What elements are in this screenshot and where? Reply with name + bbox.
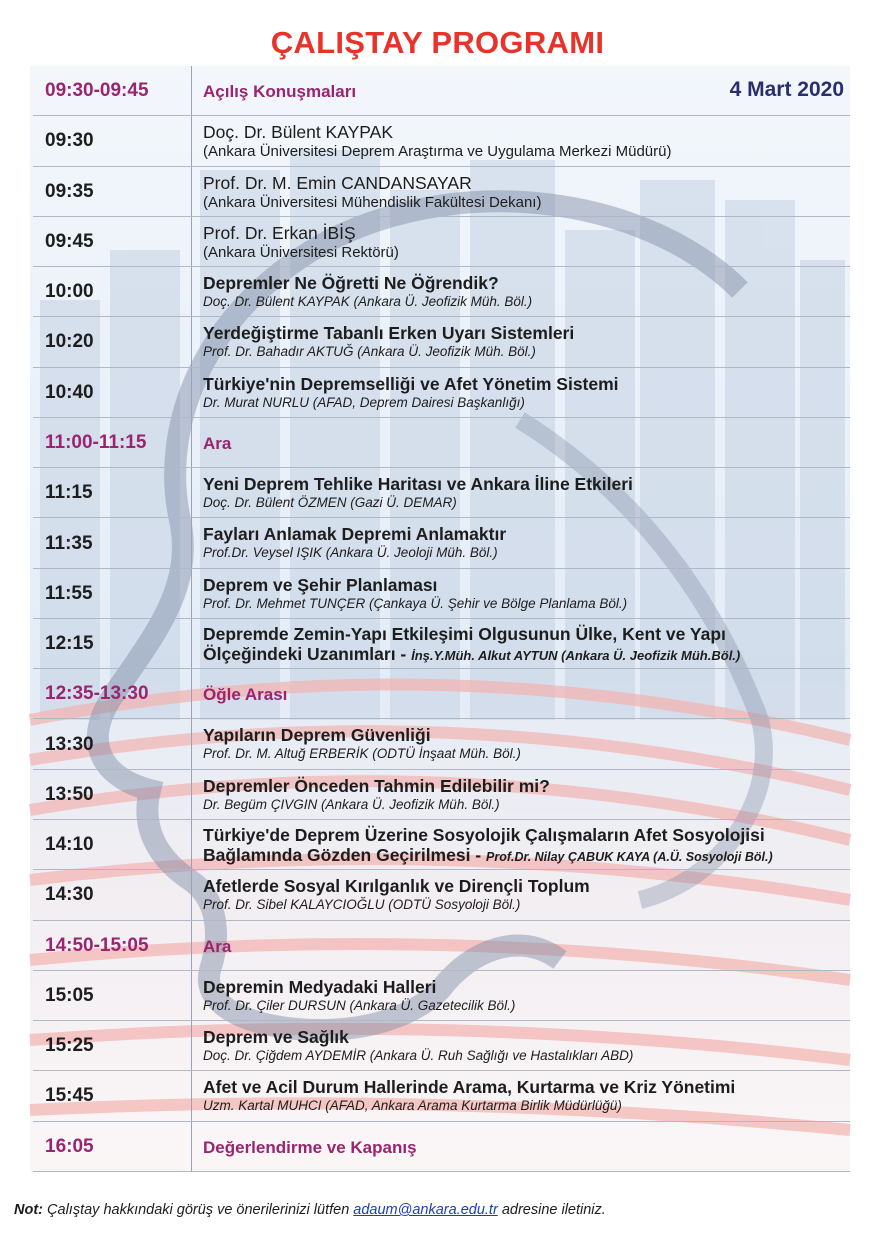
opening-speaker — [203, 173, 850, 212]
talk — [203, 825, 850, 866]
speaker-institution: (Ankara Üniversitesi Mühendislik Fakültesi Dekanı) — [203, 193, 542, 211]
talk-title: Fayları Anlamak Depremi Anlamaktır — [203, 524, 507, 545]
break-label-wrap — [203, 685, 850, 705]
schedule-row — [33, 167, 850, 217]
talk-speaker: Prof.Dr. Nilay ÇABUK KAYA (A.Ü. Sosyoloji Böl.) — [486, 849, 773, 864]
talk-speaker: Dr. Begüm ÇIVGIN (Ankara Ü. Jeofizik Müh. Böl.) — [203, 796, 500, 812]
talk — [203, 977, 850, 1014]
break-label-wrap — [203, 434, 850, 454]
time-slot: 11:15 — [45, 482, 93, 504]
schedule-break-row — [33, 66, 850, 116]
email-link[interactable]: adaum@ankara.edu.tr — [353, 1202, 498, 1218]
talk — [203, 1077, 850, 1114]
time-slot: 09:30 — [45, 130, 94, 152]
time-slot: 10:40 — [45, 381, 94, 403]
talk-title: Depremler Ne Öğretti Ne Öğrendik? — [203, 273, 499, 294]
talk-title-line2-text: Ölçeğindeki Uzanımları - — [203, 643, 407, 664]
talk — [203, 776, 850, 813]
talk — [203, 624, 850, 664]
talk-title: Türkiye'nin Depremselliği ve Afet Yönetim Sistemi — [203, 373, 619, 394]
schedule-row — [33, 1071, 850, 1121]
talk-title: Yerdeğiştirme Tabanlı Erken Uyarı Sistemleri — [203, 323, 575, 344]
footer-note — [14, 1202, 606, 1218]
talk-speaker: Doç. Dr. Çiğdem AYDEMİR (Ankara Ü. Ruh Sağlığı ve Hastalıkları ABD) — [203, 1048, 634, 1064]
note-text-before: Çalıştay hakkındaki görüş ve önerilerinizi lütfen — [47, 1202, 350, 1218]
break-label-wrap — [203, 937, 850, 957]
talk-speaker: Dr. Murat NURLU (AFAD, Deprem Dairesi Başkanlığı) — [203, 394, 525, 410]
time-slot: 15:45 — [45, 1085, 94, 1107]
talk-speaker: Prof. Dr. Mehmet TUNÇER (Çankaya Ü. Şehir ve Bölge Planlama Böl.) — [203, 595, 628, 611]
talk-title: Afetlerde Sosyal Kırılganlık ve Dirençli Toplum — [203, 876, 590, 897]
talk-title: Yeni Deprem Tehlike Haritası ve Ankara İline Etkileri — [203, 474, 633, 495]
schedule-row — [33, 870, 850, 920]
break-label: Ara — [203, 433, 232, 453]
talk — [203, 725, 850, 762]
time-slot: 13:30 — [45, 733, 94, 755]
talk-speaker: Prof.Dr. Veysel IŞIK (Ankara Ü. Jeoloji Müh. Böl.) — [203, 545, 498, 561]
talk-title: Depremler Önceden Tahmin Edilebilir mi? — [203, 775, 550, 796]
time-slot: 11:00-11:15 — [45, 431, 147, 453]
schedule-table — [33, 66, 850, 1172]
talk-speaker: Prof. Dr. Bahadır AKTUĞ (Ankara Ü. Jeofizik Müh. Böl.) — [203, 344, 536, 360]
page-title: ÇALIŞTAY PROGRAMI — [270, 25, 605, 60]
time-slot: 14:30 — [45, 884, 94, 906]
talk-speaker: Prof. Dr. Sibel KALAYCIOĞLU (ODTÜ Sosyoloji Böl.) — [203, 897, 521, 913]
schedule-row — [33, 317, 850, 367]
schedule-row — [33, 518, 850, 568]
talk — [203, 474, 850, 511]
schedule-row — [33, 267, 850, 317]
schedule-row — [33, 1021, 850, 1071]
note-label: Not: — [14, 1202, 43, 1218]
speaker-name: Prof. Dr. Erkan İBİŞ — [203, 222, 356, 243]
opening-speaker — [203, 223, 850, 262]
time-slot: 09:30-09:45 — [45, 80, 149, 102]
time-slot: 12:15 — [45, 633, 94, 655]
talk-speaker: Doç. Dr. Bülent ÖZMEN (Gazi Ü. DEMAR) — [203, 495, 457, 511]
time-slot: 14:10 — [45, 834, 94, 856]
schedule-row — [33, 569, 850, 619]
talk-title: Depremin Medyadaki Halleri — [203, 976, 437, 997]
schedule-row — [33, 468, 850, 518]
talk-title: Deprem ve Sağlık — [203, 1027, 349, 1048]
schedule-row — [33, 770, 850, 820]
schedule-row — [33, 719, 850, 769]
time-slot: 10:00 — [45, 281, 94, 303]
talk — [203, 575, 850, 612]
time-slot: 15:25 — [45, 1035, 94, 1057]
schedule-break-row — [33, 418, 850, 468]
time-slot: 15:05 — [45, 984, 94, 1006]
talk-title: Afet ve Acil Durum Hallerinde Arama, Kurtarma ve Kriz Yönetimi — [203, 1077, 736, 1098]
talk — [203, 1027, 850, 1064]
break-label: Öğle Arası — [203, 685, 288, 705]
talk-title-line2-text: Bağlamında Gözden Geçirilmesi - — [203, 844, 482, 865]
schedule-row — [33, 619, 850, 669]
talk-title-line2 — [203, 644, 850, 664]
time-slot: 12:35-13:30 — [45, 683, 149, 705]
talk — [203, 323, 850, 360]
talk-speaker: Uzm. Kartal MUHCI (AFAD, Ankara Arama Kurtarma Birlik Müdürlüğü) — [203, 1098, 622, 1114]
schedule-row — [33, 217, 850, 267]
speaker-name: Doç. Dr. Bülent KAYPAK — [203, 122, 393, 143]
schedule-row — [33, 116, 850, 166]
talk-speaker: Doç. Dr. Bülent KAYPAK (Ankara Ü. Jeofizik Müh. Böl.) — [203, 294, 533, 310]
schedule-row — [33, 971, 850, 1021]
talk-title-line1: Depremde Zemin-Yapı Etkileşimi Olgusunun Ülke, Kent ve Yapı — [203, 623, 726, 644]
break-label: Açılış Konuşmaları — [203, 82, 357, 102]
break-label-wrap — [203, 1138, 850, 1158]
speaker-institution: (Ankara Üniversitesi Rektörü) — [203, 243, 399, 261]
speaker-institution: (Ankara Üniversitesi Deprem Araştırma ve Uygulama Merkezi Müdürü) — [203, 143, 672, 161]
talk-title: Deprem ve Şehir Planlaması — [203, 574, 438, 595]
time-slot: 11:35 — [45, 532, 93, 554]
time-slot: 14:50-15:05 — [45, 934, 149, 956]
time-slot: 16:05 — [45, 1135, 94, 1157]
time-slot: 09:45 — [45, 230, 94, 252]
event-date: 4 Mart 2020 — [729, 78, 844, 101]
talk-speaker: Prof. Dr. M. Altuğ ERBERİK (ODTÜ İnşaat Müh. Böl.) — [203, 746, 521, 762]
schedule-break-row — [33, 1122, 850, 1172]
break-label: Değerlendirme ve Kapanış — [203, 1137, 417, 1157]
talk-speaker: Prof. Dr. Çiler DURSUN (Ankara Ü. Gazetecilik Böl.) — [203, 997, 516, 1013]
talk-title-line2 — [203, 845, 850, 866]
opening-speaker — [203, 122, 850, 161]
break-label: Ara — [203, 936, 232, 956]
schedule-row — [33, 820, 850, 870]
talk — [203, 273, 850, 310]
time-slot: 09:35 — [45, 180, 94, 202]
talk — [203, 374, 850, 411]
talk — [203, 524, 850, 561]
schedule-row — [33, 368, 850, 418]
time-slot: 13:50 — [45, 783, 94, 805]
talk — [203, 876, 850, 913]
talk-speaker: İnş.Y.Müh. Alkut AYTUN (Ankara Ü. Jeofizik Müh.Böl.) — [411, 647, 741, 663]
time-slot: 10:20 — [45, 331, 94, 353]
time-slot: 11:55 — [45, 582, 93, 604]
note-text-after: adresine iletiniz. — [501, 1202, 606, 1218]
talk-title: Yapıların Deprem Güvenliği — [203, 725, 431, 746]
schedule-break-row — [33, 921, 850, 971]
speaker-name: Prof. Dr. M. Emin CANDANSAYAR — [203, 172, 472, 193]
talk-title-line1: Türkiye'de Deprem Üzerine Sosyolojik Çalışmaların Afet Sosyolojisi — [203, 824, 765, 845]
schedule-break-row — [33, 669, 850, 719]
break-label-wrap — [203, 82, 850, 102]
